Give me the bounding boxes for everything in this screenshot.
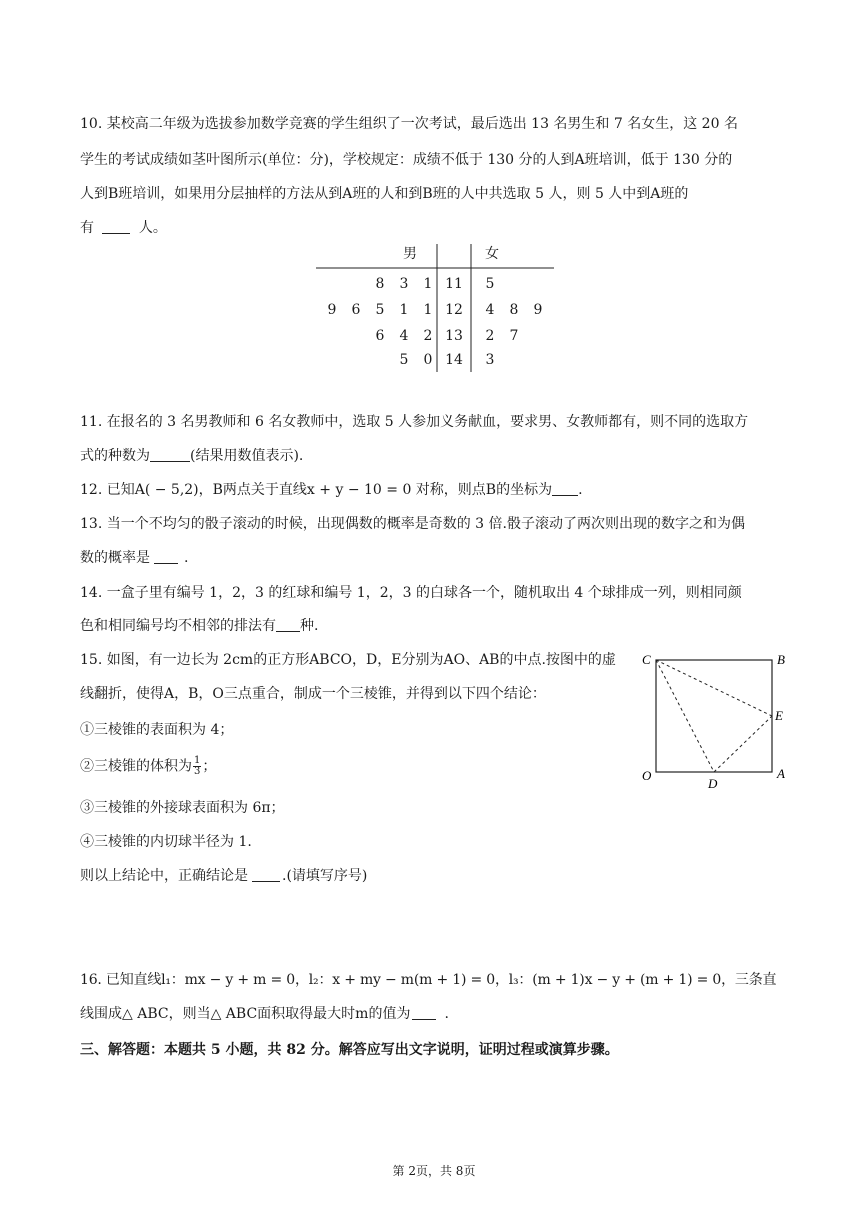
female-leaf: 9 [533,302,543,318]
q15-conclusion2 [80,756,216,777]
q13-line2-prefix: 数的概率是 [80,550,150,566]
vertex-label-A: A [777,766,785,781]
female-leaf: 3 [485,352,495,368]
male-leaf: 2 [423,328,433,344]
male-leaf: 1 [423,276,433,292]
q16-line2 [80,1004,449,1024]
fraction-denominator: 3 [194,766,201,777]
q15-line7-prefix: 则以上结论中，正确结论是 [80,868,248,884]
male-leaf: 8 [375,276,385,292]
q11-line1: 11. 在报名的 3 名男教师和 6 名女教师中，选取 5 人参加义务献血，要求男、女教师都有，则不同的选取方 [80,414,749,430]
male-leaf: 4 [399,328,409,344]
page-number: 第 2页，共 8页 [392,1164,476,1178]
vertex-label-C: C [642,652,651,667]
q14-line2-suffix: 种. [300,618,319,634]
q15-line7-suffix: .(请填写序号) [282,868,368,884]
answer-blank [412,1005,436,1020]
female-leaf: 7 [509,328,519,344]
q14-line2 [80,616,318,636]
q10-line1: 10. 某校高二年级为选拔参加数学竞赛的学生组织了一次考试，最后选出 13 名男生和 7 名女生，这 20 名 [80,116,738,132]
q13-line2 [80,548,188,568]
male-leaf: 1 [423,302,433,318]
stem-value: 12 [445,302,463,318]
q15-conclusion4: ④三棱锥的内切球半径为 1. [80,834,252,850]
female-leaf: 4 [485,302,495,318]
male-leaf: 5 [399,352,409,368]
q14-line2-prefix: 色和相同编号均不相邻的排法有 [80,618,276,634]
male-leaf: 6 [351,302,361,318]
q13-line1: 13. 当一个不均匀的骰子滚动的时候，出现偶数的概率是奇数的 3 倍.骰子滚动了两次则出现的数字之和为偶 [80,516,745,532]
male-leaf: 0 [423,352,433,368]
q11-line2-suffix: (结果用数值表示). [190,448,304,464]
stem-header-male: 男 [403,246,417,262]
q10-line4-suffix: 人。 [138,220,167,236]
q16-line2-suffix: . [444,1006,449,1022]
answer-blank [102,219,130,234]
female-leaf: 5 [485,276,495,292]
q11-line2 [80,446,303,466]
answer-blank [154,549,178,564]
q15-line2: 线翻折，使得A，B，O三点重合，制成一个三棱锥，并得到以下四个结论： [80,686,546,702]
q10-line4 [80,218,167,238]
square-fold-svg [636,648,796,794]
stem-header-female: 女 [485,246,499,262]
male-leaf: 6 [375,328,385,344]
fraction-one-third [193,756,201,777]
q16-line1: 16. 已知直线l₁：mx − y + m = 0，l₂：x + my − m(m + 1) = 0，l₃：(m + 1)x − y + (m + 1) = 0，三条直 [80,972,777,988]
q14-line1: 14. 一盒子里有编号 1，2，3 的红球和编号 1，2，3 的白球各一个，随机取出 4 个球排成一列，则相同颜 [80,585,742,601]
vertex-label-B: B [777,652,785,667]
answer-blank [276,617,300,632]
q16-line2-prefix: 线围成△ ABC，则当△ ABC面积取得最大时m的值为 [80,1006,411,1022]
q10-line2: 学生的考试成绩如茎叶图所示(单位：分)，学校规定：成绩不低于 130 分的人到A班培训，低于 130 分的 [80,152,733,168]
male-leaf: 1 [399,302,409,318]
male-leaf: 9 [327,302,337,318]
q15-conclusion3: ③三棱锥的外接球表面积为 6π； [80,800,285,816]
stem-value: 13 [445,328,463,344]
answer-blank [552,481,578,496]
square-fold-figure [636,648,796,798]
male-leaf: 5 [375,302,385,318]
stem-value: 14 [445,352,463,368]
female-leaf: 8 [509,302,519,318]
q10-line3: 人到B班培训，如果用分层抽样的方法从到A班的人和到B班的人中共选取 5 人，则 5 人中到A班的 [80,186,689,202]
vertex-label-O: O [642,768,652,783]
q11-line2-prefix: 式的种数为 [80,448,150,464]
q13-line2-suffix: . [184,550,189,566]
q15-conclusion1: ①三棱锥的表面积为 4； [80,722,234,738]
vertex-label-E: E [775,708,783,723]
fraction-numerator: 1 [194,755,201,766]
stem-leaf-plot [316,242,556,374]
q12-line [80,480,583,500]
q15-line1: 15. 如图，有一边长为 2cm的正方形ABCO，D，E分别为AO、AB的中点.按图中的虚 [80,652,616,668]
section-3-heading: 三、解答题：本题共 5 小题，共 82 分。解答应写出文字说明，证明过程或演算步骤。 [80,1042,619,1058]
q15-conclusion2-end: ； [202,758,217,775]
q10-line4-prefix: 有 [80,220,94,236]
q12-text: 12. 已知A( − 5,2)，B两点关于直线x + y − 10 = 0 对称，则点B的坐标为 [80,482,553,498]
male-leaf: 3 [399,276,409,292]
female-leaf: 2 [485,328,495,344]
vertex-label-D: D [708,776,718,791]
q15-line7 [80,866,367,886]
answer-blank [150,447,190,462]
stem-value: 11 [445,276,463,292]
q12-end: . [578,482,583,498]
answer-blank [252,867,280,882]
q15-conclusion2-text: ②三棱锥的体积为 [80,758,192,775]
